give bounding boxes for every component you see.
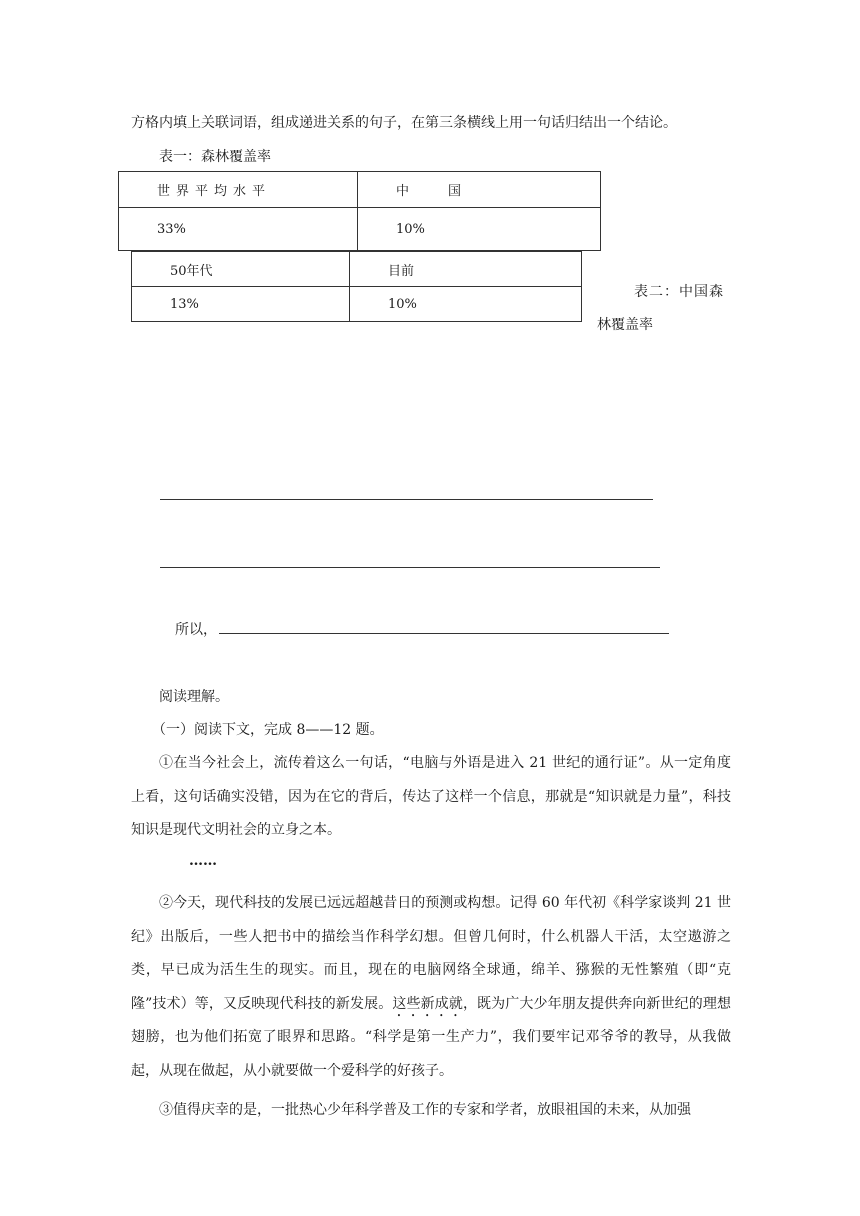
paragraph-2-text-b: ，既为广大少年朋友提供奔向新世纪的理想翅膀，也为他们拓宽了眼界和思路。“科学是第一生产力”，我们要牢记邓爷爷的教导，从我做起，从现在做起，从小就要做一个爱科学的好孩子。 — [131, 995, 732, 1079]
section-title: 阅读理解。 — [159, 689, 229, 705]
paragraph-2-emphasis: 这些新成就 — [392, 995, 463, 1012]
answer-line-3[interactable] — [219, 633, 669, 634]
paragraph-1: ①在当今社会上，流传着这么一句话，“电脑与外语是进入 21 世纪的通行证”。从一定角度上看，这句话确实没错，因为在它的背后，传达了这样一个信息，那就是“知识就是力量”，科技知识是现代文明社会的立身之本。 — [131, 755, 731, 838]
table1-value-china: 10% — [358, 208, 601, 251]
table1-caption: 表一：森林覆盖率 — [159, 149, 271, 165]
paragraph-2-text-a: ②今天，现代科技的发展已远远超越昔日的预测或构想。记得 60 年代初《科学家谈判 21 世纪》出版后，一些人把书中的描绘当作科学幻想。但曾几何时，什么机器人干活，太空遨游之类，早已成为活生生的现实。而且，现在的电脑网络全球通，绵羊、猕猴的无性繁殖（即“克隆”技术）等，又反映现代科技的新发展。 — [131, 895, 731, 1012]
table2-header-now: 目前 — [350, 252, 582, 287]
forest-coverage-table-2 — [131, 251, 582, 322]
table1-header-china: 中 国 — [358, 172, 601, 208]
answer-line-2[interactable] — [160, 567, 660, 568]
table2-caption-part2: 林覆盖率 — [597, 317, 653, 333]
paragraph-2 — [131, 887, 731, 1088]
table1-value-world: 33% — [119, 208, 358, 251]
instruction-text: 方格内填上关联词语，组成递进关系的句子，在第三条横线上用一句话归结出一个结论。 — [131, 115, 677, 131]
table2-value-now: 10% — [350, 287, 582, 322]
table2-caption-part1: 表二：中国森 — [634, 284, 724, 300]
table2-header-50s: 50年代 — [132, 252, 350, 287]
paragraph-3: ③值得庆幸的是，一批热心少年科学普及工作的专家和学者，放眼祖国的未来，从加强 — [159, 1102, 691, 1118]
forest-coverage-table-1 — [118, 171, 601, 251]
reading-subtitle: （一）阅读下文，完成 8——12 题。 — [152, 722, 384, 738]
ellipsis: …… — [189, 853, 217, 869]
table1-header-world: 世界平均水平 — [119, 172, 358, 208]
answer-line-1[interactable] — [160, 499, 653, 500]
conclusion-prefix: 所以， — [175, 622, 217, 638]
table2-value-50s: 13% — [132, 287, 350, 322]
